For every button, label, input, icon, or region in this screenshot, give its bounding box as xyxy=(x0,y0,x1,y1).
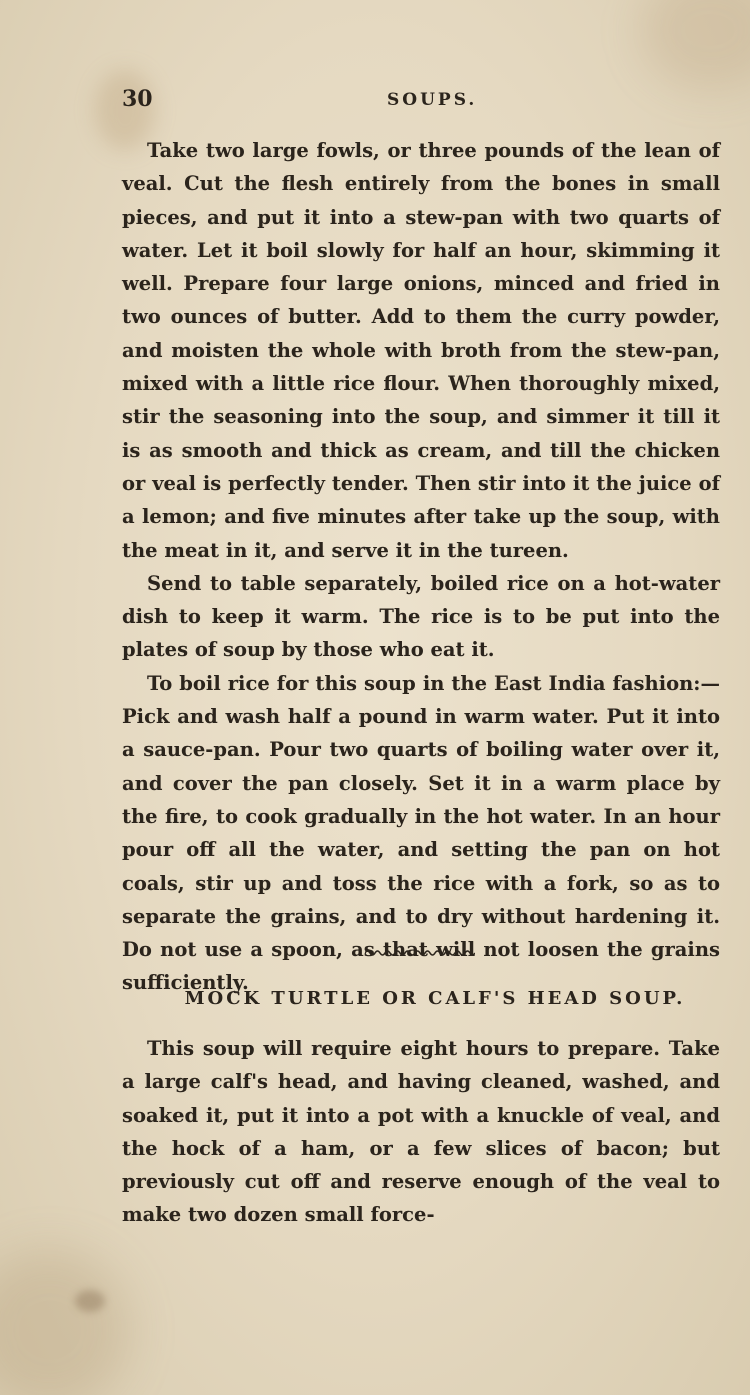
recipe-body xyxy=(122,134,720,1000)
paper-stain xyxy=(0,1250,130,1395)
section-heading: MOCK TURTLE OR CALF'S HEAD SOUP. xyxy=(184,988,686,1009)
paragraph: This soup will require eight hours to prepare. Take a large calf's head, and having cleaned, washed, and soaked it, put it into a pot with a knuckle of veal, and the hock of a ham, or a few slices of bacon; but previously cut off and reserve enough of the veal to make two dozen small force- xyxy=(122,1037,720,1227)
section-body xyxy=(122,1032,720,1232)
decorative-rule xyxy=(365,948,475,958)
running-head: SOUPS. xyxy=(387,90,478,110)
paragraph: Take two large fowls, or three pounds of the lean of veal. Cut the flesh entirely from the bones in small pieces, and put it into a stew-pan with two quarts of water. Let it boil slowly for half an hour, skimming it well. Prepare four large onions, minced and fried in two ounces of butter. Add to them the curry powder, and moisten the whole with broth from the stew-pan, mixed with a little rice flour. When thoroughly mixed, stir the seasoning into the soup, and simmer it till it is as smooth and thick as cream, and till the chicken or veal is perfectly tender. Then stir into it the juice of a lemon; and five minutes after take up the soup, with the meat in it, and serve it in the tureen. xyxy=(122,139,720,562)
paper-stain xyxy=(75,1290,105,1312)
paragraph: Send to table separately, boiled rice on a hot-water dish to keep it warm. The rice is to be put into the plates of soup by those who eat it. xyxy=(122,571,720,662)
page-header xyxy=(122,86,722,116)
paragraph: To boil rice for this soup in the East India fashion:—Pick and wash half a pound in warm water. Put it into a sauce-pan. Pour two quarts of boiling water over it, and cover the pan closely. Set it in a warm place by the fire, to cook gradually in the hot water. In an hour pour off all the water, and setting the pan on hot coals, stir up and toss the rice with a fork, so as to separate the grains, and to dry without hardening it. Do not use a spoon, as that will not loosen the grains sufficiently. xyxy=(122,671,720,995)
page-number: 30 xyxy=(122,86,153,112)
paper-stain xyxy=(640,0,750,90)
